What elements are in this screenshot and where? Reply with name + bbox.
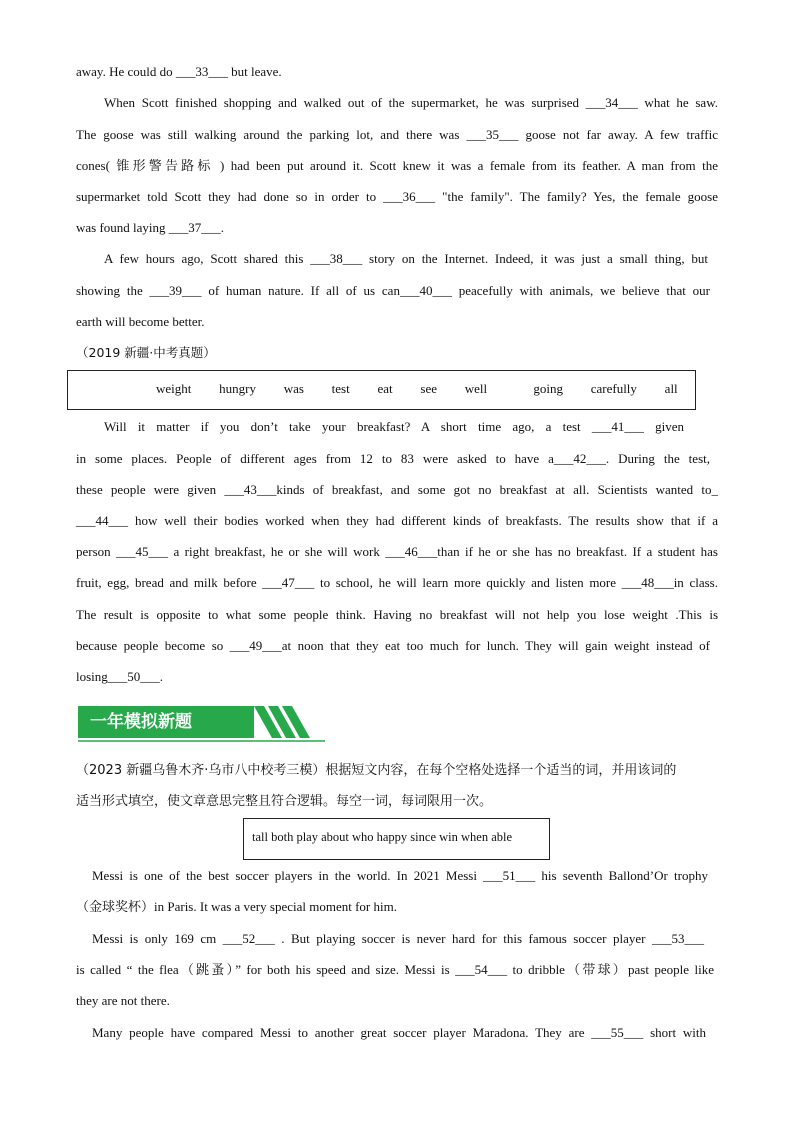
text-line: Will it matter if you don’t take your breakfast? A short time ago, a test ___41___ given: [104, 419, 684, 434]
text-line: away. He could do ___33___ but leave.: [76, 64, 282, 79]
text-line: showing the ___39___ of human nature. If all of us can___40___ peacefully with animals, we believe that our: [76, 283, 710, 298]
word-box-text: tall both play about who happy since win when able: [252, 830, 513, 844]
word-box-text: weight hungry was test eat see well going carefully all: [156, 381, 678, 396]
text-line: losing___50___.: [76, 669, 164, 684]
instruction-line: （2023 新疆乌鲁木齐·乌市八中校考三模）根据短文内容，在每个空格处选择一个适当的词，并用该词的: [76, 763, 677, 778]
text-line: fruit, egg, bread and milk before ___47___ to school, he will learn more quickly and listen more ___48___in class.: [76, 575, 718, 590]
source-note: （2019 新疆·中考真题）: [76, 345, 216, 360]
text-line: A few hours ago, Scott shared this ___38___ story on the Internet. Indeed, it was just a small thing, but: [104, 251, 708, 266]
text-line: person ___45___ a right breakfast, he or she will work ___46___than if he or she has no breakfast. If a student has: [76, 544, 718, 559]
text-line: The goose was still walking around the parking lot, and there was ___35___ goose not far away. A few traffic: [76, 127, 718, 142]
word-box: [67, 370, 696, 410]
text-line: was found laying ___37___.: [76, 220, 225, 235]
text-line: they are not there.: [76, 993, 170, 1008]
text-line: these people were given ___43___kinds of breakfast, and some got no breakfast at all. Scientists wanted to_: [76, 482, 718, 497]
text-line: Messi is one of the best soccer players in the world. In 2021 Messi ___51___ his seventh Ballond’Or trophy: [92, 868, 708, 883]
word-box: [243, 818, 550, 860]
text-line: The result is opposite to what some people think. Having no breakfast will not help you lose weight .This is: [76, 607, 718, 622]
text-line: ___44___ how well their bodies worked when they had different kinds of breakfasts. The results show that if a: [76, 513, 718, 528]
text-line: （金球奖杯）in Paris. It was a very special moment for him.: [76, 899, 397, 914]
text-line: because people become so ___49___at noon that they eat too much for lunch. They will gain weight instead of: [76, 638, 710, 653]
text-line: is called “ the flea（跳蚤）” for both his speed and size. Messi is ___54___ to dribble（带球）past people like: [76, 962, 714, 977]
section-banner: [78, 706, 325, 742]
text-line: Many people have compared Messi to another great soccer player Maradona. They are ___55___ short with: [92, 1025, 706, 1040]
banner-stripes-icon: [78, 706, 325, 742]
banner-title: 一年模拟新题: [78, 706, 254, 738]
text-line: supermarket told Scott they had done so in order to ___36___ "the family". The family? Yes, the female goose: [76, 189, 718, 204]
text-line: When Scott finished shopping and walked out of the supermarket, he was surprised ___34___ what he saw.: [104, 95, 718, 110]
instruction-line: 适当形式填空，使文章意思完整且符合逻辑。每空一词，每词限用一次。: [76, 794, 493, 809]
text-line: earth will become better.: [76, 314, 205, 329]
text-line: Messi is only 169 cm ___52___ . But playing soccer is never hard for this famous soccer player ___53___: [92, 931, 704, 946]
text-line: in some places. People of different ages from 12 to 83 were asked to have a___42___. During the test,: [76, 451, 710, 466]
text-line: cones( 锥形警告路标 ) had been put around it. Scott knew it was a female from its feather. A man from the: [76, 158, 718, 173]
